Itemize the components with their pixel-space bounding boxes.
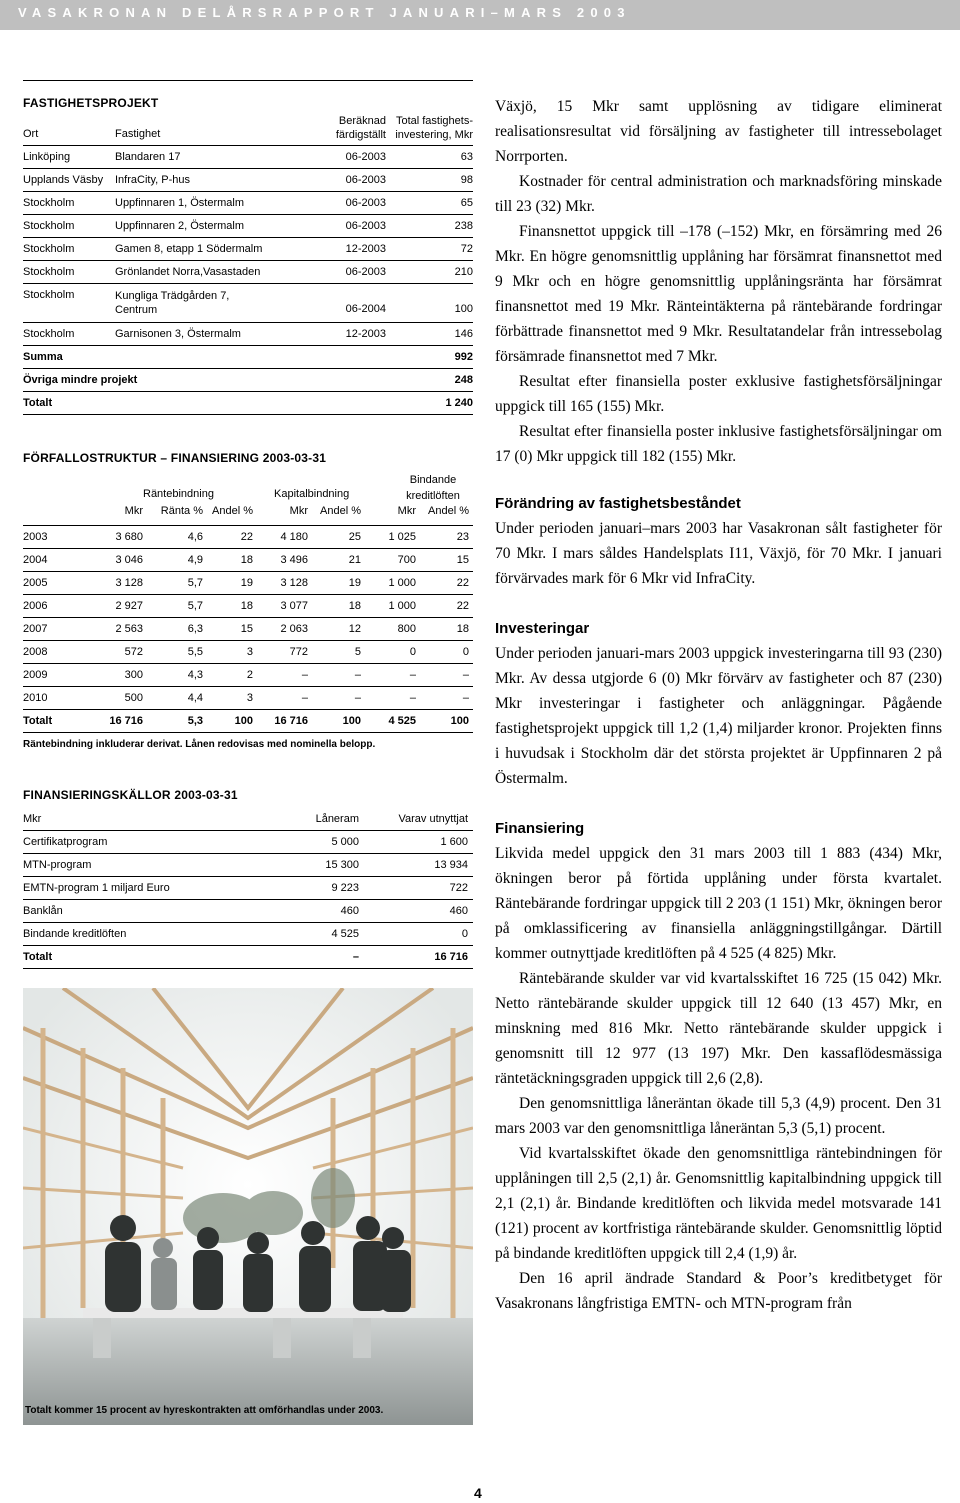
row-value: 19 [240, 577, 253, 589]
row-fastighet: Blandaren 17 [115, 151, 181, 163]
row-value: 2 927 [115, 600, 143, 612]
projects-header-row [23, 112, 473, 146]
group-capital: Kapitalbindning [274, 488, 350, 500]
row-value: 18 [240, 554, 253, 566]
row-value: 3 046 [115, 554, 143, 566]
row-investment: 100 [454, 303, 473, 315]
row-value: 572 [124, 646, 143, 658]
row-value: 1 000 [388, 600, 416, 612]
row-ort: Upplands Väsby [23, 174, 104, 186]
row-loan: 4 525 [331, 928, 359, 940]
col-completion: Beräknad färdigställt [335, 115, 386, 141]
other-value: 248 [454, 374, 473, 386]
table-row [23, 641, 473, 664]
row-value: 100 [342, 715, 361, 727]
row-value: 2 563 [115, 623, 143, 635]
row-value: 300 [124, 669, 143, 681]
row-loan: 460 [340, 905, 359, 917]
table-row [23, 215, 473, 238]
table-row [23, 284, 473, 323]
row-value: 4,9 [187, 554, 203, 566]
col-mkr: Mkr [23, 813, 42, 825]
col-andel: Andel % [320, 505, 361, 517]
running-title: VASAKRONAN DELÅRSRAPPORT JANUARI–MARS 2003 [18, 5, 631, 20]
table-row [23, 261, 473, 284]
row-year: 2009 [23, 669, 48, 681]
maturity-note: Räntebindning inkluderar derivat. Lånen redovisas med nominella belopp. [23, 739, 376, 750]
row-ort: Linköping [23, 151, 71, 163]
row-value: 1 025 [388, 531, 416, 543]
row-value: 3 [246, 692, 253, 704]
row-fastighet: Uppfinnaren 2, Östermalm [115, 220, 244, 232]
row-completion: 06-2003 [345, 197, 386, 209]
paragraph: Likvida medel uppgick den 31 mars 2003 till 1 883 (434) Mkr, ökningen beror på förtida upplåning under första kvartalet. Räntebärande fordringar uppgick till 2 203 (1 151) Mkr, ökningen beror på omklassificering av finansiella anläggningstillgångar. Därtill kommer outnyttjade kreditlöften på 4 525 (4 825) Mkr. [495, 845, 942, 962]
row-value: 3 680 [115, 531, 143, 543]
table-row [23, 831, 473, 854]
body-text [495, 94, 942, 1316]
row-completion: 06-2003 [345, 220, 386, 232]
maturity-header-row [23, 471, 473, 526]
row-value: – [301, 669, 308, 681]
col-ort: Ort [23, 128, 39, 140]
row-value: 5,7 [187, 577, 203, 589]
row-fastighet: Gamen 8, etapp 1 Södermalm [115, 243, 263, 255]
row-ort: Stockholm [23, 289, 75, 301]
row-label: Certifikatprogram [23, 836, 108, 848]
row-value: 18 [348, 600, 361, 612]
table-row [23, 146, 473, 169]
row-loan: 5 000 [331, 836, 359, 848]
projects-table [23, 80, 473, 415]
greenhouse-illustration [23, 988, 473, 1425]
row-value: 5,3 [187, 715, 203, 727]
paragraph: Den 16 april ändrade Standard & Poor’s kreditbetyget för Vasakronans långfristiga EMTN- och MTN-program från [495, 1270, 942, 1312]
row-label: MTN-program [23, 859, 92, 871]
row-year: 2008 [23, 646, 48, 658]
row-used: 13 934 [434, 859, 468, 871]
table-row [23, 687, 473, 710]
row-ort: Stockholm [23, 197, 75, 209]
row-value: 21 [348, 554, 361, 566]
section-heading: Finansiering [495, 820, 585, 837]
row-investment: 146 [454, 328, 473, 340]
row-value: 4 180 [280, 531, 308, 543]
row-investment: 210 [454, 266, 473, 278]
row-completion: 12-2003 [345, 328, 386, 340]
section-heading: Förändring av fastighetsbeståndet [495, 495, 741, 512]
row-year: 2005 [23, 577, 48, 589]
row-value: 2 063 [280, 623, 308, 635]
row-value: 800 [397, 623, 416, 635]
table-row [23, 323, 473, 346]
paragraph: Finansnettot uppgick till –178 (–152) Mkr, en försämring med 26 Mkr. En högre genomsnittlig upplåning har försämrat finansnettot med 9 Mkr och en högre genomsnittlig upplåningsränta har försämrat finansnettot med 19 Mkr. Ränteintäkterna på räntebärande fordringar förbättrade finansnettot med 9 Mkr. Resultatandelar från intressebolag försämrade finansnettot med 7 Mkr. [495, 223, 942, 365]
maturity-rows [23, 526, 473, 733]
row-investment: 63 [460, 151, 473, 163]
row-value: 15 [456, 554, 469, 566]
page-number: 4 [474, 1485, 482, 1501]
row-value: 4,3 [187, 669, 203, 681]
table-row [23, 923, 473, 946]
row-value: 5,7 [187, 600, 203, 612]
table-row [23, 549, 473, 572]
row-fastighet: Kungliga Trädgården 7, Centrum [115, 290, 230, 316]
row-ort: Stockholm [23, 220, 75, 232]
row-used: 722 [449, 882, 468, 894]
sources-total-label: Totalt [23, 951, 53, 963]
row-value: 500 [124, 692, 143, 704]
col-andel: Andel % [428, 505, 469, 517]
col-investment: Total fastighets-investering, Mkr [395, 115, 473, 141]
table-row [23, 900, 473, 923]
row-investment: 98 [460, 174, 473, 186]
row-value: 23 [456, 531, 469, 543]
col-ranta: Ränta % [160, 505, 203, 517]
row-value: – [409, 669, 416, 681]
row-value: 4,6 [187, 531, 203, 543]
col-used: Varav utnyttjat [398, 813, 468, 825]
row-value: 19 [348, 577, 361, 589]
section-heading: Investeringar [495, 620, 590, 637]
project-rows [23, 146, 473, 346]
row-value: 5,5 [187, 646, 203, 658]
row-value: 2 [246, 669, 253, 681]
table-row [23, 618, 473, 641]
row-fastighet: Uppfinnaren 1, Östermalm [115, 197, 244, 209]
paragraph: Resultat efter finansiella poster exklusive fastighetsförsäljningar uppgick till 165 (155) Mkr. [495, 373, 942, 415]
row-value: 25 [348, 531, 361, 543]
row-value: 3 128 [280, 577, 308, 589]
table-row [23, 238, 473, 261]
sources-title: FINANSIERINGSKÄLLOR 2003-03-31 [23, 788, 238, 802]
sources-header-row [23, 808, 473, 831]
row-value: 18 [456, 623, 469, 635]
row-value: 772 [289, 646, 308, 658]
sources-rows [23, 831, 473, 946]
table-row [23, 526, 473, 549]
row-ort: Stockholm [23, 266, 75, 278]
projects-total-row [23, 392, 473, 415]
row-year: Totalt [23, 715, 53, 727]
row-used: 460 [449, 905, 468, 917]
row-value: 22 [456, 600, 469, 612]
row-completion: 06-2004 [345, 303, 386, 315]
table-row [23, 572, 473, 595]
sources-table [23, 788, 473, 969]
row-value: 4,4 [187, 692, 203, 704]
other-label: Övriga mindre projekt [23, 374, 138, 386]
row-value: 4 525 [388, 715, 416, 727]
summa-value: 992 [454, 351, 473, 363]
running-header [0, 0, 960, 30]
row-value: 6,3 [187, 623, 203, 635]
table-row [23, 192, 473, 215]
row-value: 16 716 [109, 715, 143, 727]
row-value: 0 [409, 646, 416, 658]
row-used: 1 600 [440, 836, 468, 848]
row-value: 3 [246, 646, 253, 658]
row-value: – [409, 692, 416, 704]
row-value: – [462, 669, 469, 681]
total-value: 1 240 [445, 397, 473, 409]
row-value: 5 [354, 646, 361, 658]
row-value: 100 [450, 715, 469, 727]
row-value: 3 128 [115, 577, 143, 589]
row-investment: 238 [454, 220, 473, 232]
maturity-title: FÖRFALLOSTRUKTUR – FINANSIERING 2003-03-31 [23, 451, 327, 465]
row-fastighet: Grönlandet Norra,Vasastaden [115, 266, 261, 278]
row-year: 2004 [23, 554, 48, 566]
paragraph: Räntebärande skulder var vid kvartalsskiftet 16 725 (15 042) Mkr. Netto räntebärande skulder uppgick till 12 640 (13 457) Mkr, en minskning med 816 Mkr. Netto räntebärande skulder uppgick i genomsnitt till 12 977 (13 197) Mkr. Den kassaflödesmässiga räntetäckningsgraden uppgick till 2,6 (2,8). [495, 970, 942, 1087]
row-label: Bindande kreditlöften [23, 928, 127, 940]
photo-caption: Totalt kommer 15 procent av hyreskontrakten att omförhandlas under 2003. [25, 1405, 384, 1416]
sources-total-used: 16 716 [434, 951, 468, 963]
summa-label: Summa [23, 351, 63, 363]
row-completion: 12-2003 [345, 243, 386, 255]
other-projects-row [23, 369, 473, 392]
table-row [23, 595, 473, 618]
row-investment: 72 [460, 243, 473, 255]
row-value: – [462, 692, 469, 704]
row-year: 2006 [23, 600, 48, 612]
col-loan: Låneram [315, 813, 359, 825]
row-value: – [354, 692, 361, 704]
table-row [23, 854, 473, 877]
row-value: 3 077 [280, 600, 308, 612]
table-row [23, 710, 473, 733]
paragraph: Kostnader för central administration och marknadsföring minskade till 23 (32) Mkr. [495, 173, 942, 215]
row-value: – [354, 669, 361, 681]
col-mkr: Mkr [124, 505, 143, 517]
summa-row [23, 346, 473, 369]
total-label: Totalt [23, 397, 53, 409]
row-value: 100 [234, 715, 253, 727]
row-loan: 15 300 [325, 859, 359, 871]
row-loan: 9 223 [331, 882, 359, 894]
row-ort: Stockholm [23, 243, 75, 255]
col-mkr: Mkr [397, 505, 416, 517]
col-mkr: Mkr [289, 505, 308, 517]
row-completion: 06-2003 [345, 151, 386, 163]
row-year: 2010 [23, 692, 48, 704]
row-investment: 65 [460, 197, 473, 209]
row-value: 700 [397, 554, 416, 566]
row-value: 22 [240, 531, 253, 543]
row-completion: 06-2003 [345, 266, 386, 278]
row-label: Banklån [23, 905, 63, 917]
row-fastighet: Garnisonen 3, Östermalm [115, 328, 241, 340]
row-value: 15 [240, 623, 253, 635]
paragraph: Den genomsnittliga låneräntan ökade till 5,3 (4,9) procent. Den 31 mars 2003 var den genomsnittliga låneräntan 5,3 (5,1) procent. [495, 1095, 942, 1137]
row-year: 2003 [23, 531, 48, 543]
paragraph: Resultat efter finansiella poster inklusive fastighetsförsäljningar om 17 (0) Mkr uppgick till 182 (155) Mkr. [495, 423, 942, 465]
paragraph: Under perioden januari–mars 2003 har Vasakronan sålt fastigheter för 70 Mkr. I mars såldes Handelsplats I11, Växjö, för 70 Mkr. I januari förvärvades mark för 6 Mkr vid InfraCity. [495, 520, 942, 587]
row-value: – [301, 692, 308, 704]
paragraph: Växjö, 15 Mkr samt upplösning av tidigare eliminerat realisationsresultat vid försäljning av fastigheter till intressebolaget Norrporten. [495, 98, 942, 165]
col-andel: Andel % [212, 505, 253, 517]
table-row [23, 877, 473, 900]
table-row [23, 664, 473, 687]
row-value: 16 716 [274, 715, 308, 727]
row-ort: Stockholm [23, 328, 75, 340]
table-row [23, 169, 473, 192]
row-fastighet: InfraCity, P-hus [115, 174, 190, 186]
left-column [23, 80, 473, 969]
row-value: 0 [462, 646, 469, 658]
row-used: 0 [461, 928, 468, 940]
group-credit: Bindande kreditlöften [406, 474, 460, 502]
projects-title: FASTIGHETSPROJEKT [23, 80, 473, 112]
col-fastighet: Fastighet [115, 128, 161, 140]
row-year: 2007 [23, 623, 48, 635]
greenhouse-photo [23, 988, 473, 1425]
sources-total-row [23, 946, 473, 969]
row-label: EMTN-program 1 miljard Euro [23, 882, 170, 894]
paragraph: Vid kvartalsskiftet ökade den genomsnittliga räntebindningen för upplåningen till 2,5 (2,1) år. Genomsnittlig kapitalbindning uppgick till 2,1 (2,1) år. Bindande kreditlöften och likvida medel motsvarade 141 (121) procent av kortfristiga räntebärande skulder. Genomsnittlig löptid på bindande kreditlöften uppgick till 2,4 (1,9) år. [495, 1145, 942, 1262]
row-value: 1 000 [388, 577, 416, 589]
group-rate: Räntebindning [143, 488, 214, 500]
maturity-table [23, 451, 473, 750]
row-value: 12 [348, 623, 361, 635]
row-value: 3 496 [280, 554, 308, 566]
sources-total-loan: – [352, 951, 359, 963]
row-value: 22 [456, 577, 469, 589]
row-completion: 06-2003 [345, 174, 386, 186]
paragraph: Under perioden januari-mars 2003 uppgick investeringarna till 93 (230) Mkr. Av dessa utgjorde 6 (0) Mkr förvärv av fastigheter och 87 (230) Mkr investeringar i fastigheter och anläggningar. Pågående fastighetsprojekt uppgick till 1,2 (1,4) miljarder kronor. Projekten finns i huvudsak i Stockholm där det största projektet är Uppfinnaren 2 på Östermalm. [495, 645, 942, 787]
row-value: 18 [240, 600, 253, 612]
